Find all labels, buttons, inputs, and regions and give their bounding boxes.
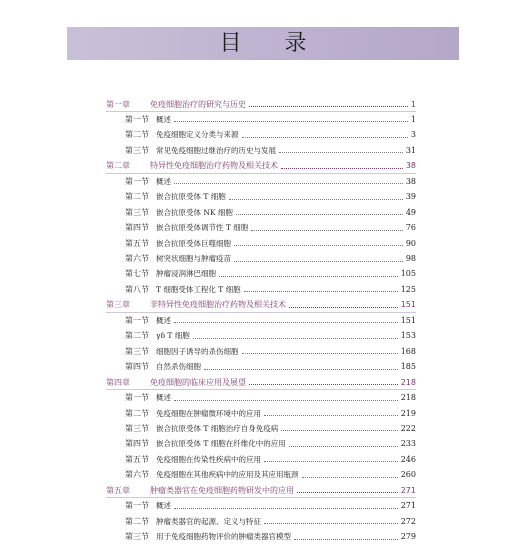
chapter-title: 免疫细胞治疗的研究与历史 bbox=[150, 99, 246, 109]
toc-section-entry[interactable] bbox=[125, 421, 416, 435]
page-number: 98 bbox=[405, 254, 416, 263]
dot-leader bbox=[251, 229, 403, 231]
section-number: 第二节 bbox=[125, 130, 149, 140]
chapter-title: 特异性免疫细胞治疗药物及相关技术 bbox=[150, 161, 278, 171]
chapter-title: 肿瘤类器官在免疫细胞药物研发中的应用 bbox=[150, 485, 294, 495]
dot-leader bbox=[236, 213, 403, 215]
section-number: 第三节 bbox=[125, 423, 149, 433]
toc-section-entry[interactable] bbox=[125, 406, 416, 420]
section-title: 免疫细胞在肿瘤微环境中的应用 bbox=[156, 408, 261, 418]
dot-leader bbox=[174, 182, 403, 184]
toc-section-entry[interactable] bbox=[125, 437, 416, 451]
chapter-title: 非特异性免疫细胞治疗药物及相关技术 bbox=[150, 300, 286, 310]
chapter-number: 第三章 bbox=[106, 300, 130, 310]
section-title: 肿瘤浸润淋巴细胞 bbox=[156, 269, 216, 279]
section-title: 概述 bbox=[156, 315, 171, 325]
dot-leader bbox=[249, 105, 408, 107]
section-title: 嵌合抗原受体 T 细胞 bbox=[156, 192, 226, 202]
page-number: 49 bbox=[405, 207, 416, 217]
page-number: 233 bbox=[400, 439, 416, 449]
toc-section-entry[interactable] bbox=[125, 236, 416, 250]
page-number: 1 bbox=[410, 99, 416, 109]
section-title: 概述 bbox=[156, 114, 171, 124]
page-number: 3 bbox=[410, 130, 416, 140]
section-number: 第三节 bbox=[125, 207, 149, 217]
section-number: 第六节 bbox=[125, 470, 149, 480]
page-number: 151 bbox=[400, 300, 416, 310]
page-number: 90 bbox=[405, 238, 416, 248]
dot-leader bbox=[219, 275, 398, 277]
section-number: 第六节 bbox=[125, 254, 149, 263]
section-number: 第三节 bbox=[125, 532, 149, 542]
dot-leader bbox=[174, 120, 408, 122]
dot-leader bbox=[264, 522, 398, 524]
section-number: 第三节 bbox=[125, 346, 149, 356]
toc-section-entry[interactable] bbox=[125, 221, 416, 235]
dot-leader bbox=[244, 290, 398, 292]
toc-section-entry[interactable] bbox=[125, 252, 416, 266]
section-number: 第二节 bbox=[125, 192, 149, 202]
dot-leader bbox=[297, 491, 398, 493]
toc-section-entry[interactable] bbox=[125, 112, 416, 126]
section-title: 免疫细胞在传染性疾病中的应用 bbox=[156, 454, 261, 464]
section-number: 第四节 bbox=[125, 223, 149, 233]
section-title: T 细胞受体工程化 T 细胞 bbox=[156, 284, 241, 294]
page-number: 246 bbox=[400, 454, 416, 464]
chapter-number: 第一章 bbox=[106, 99, 130, 109]
dot-leader bbox=[242, 352, 398, 354]
section-number: 第二节 bbox=[125, 516, 149, 526]
page-number: 38 bbox=[405, 161, 416, 171]
toc-section-entry[interactable] bbox=[125, 360, 416, 374]
chapter-title: 免疫细胞的临床应用及展望 bbox=[150, 377, 246, 387]
page-number: 151 bbox=[400, 315, 416, 325]
section-title: 概述 bbox=[156, 393, 171, 403]
section-title: 嵌合抗原受体 T 细胞治疗自身免疫病 bbox=[156, 423, 279, 433]
section-number: 第一节 bbox=[125, 393, 149, 403]
dot-leader bbox=[229, 198, 403, 200]
toc-section-entry[interactable] bbox=[125, 344, 416, 358]
dot-leader bbox=[279, 151, 403, 153]
toc-section-entry[interactable] bbox=[125, 282, 416, 296]
page-title: 目 录 bbox=[219, 31, 325, 56]
toc-chapter-entry[interactable] bbox=[106, 483, 416, 497]
page-number: 76 bbox=[405, 223, 416, 233]
section-number: 第一节 bbox=[125, 315, 149, 325]
section-title: 嵌合抗原受体 NK 细胞 bbox=[156, 207, 233, 217]
page-number: 1 bbox=[410, 114, 416, 124]
section-number: 第一节 bbox=[125, 501, 149, 511]
toc-section-entry[interactable] bbox=[125, 530, 416, 544]
section-number: 第八节 bbox=[125, 284, 149, 294]
dot-leader bbox=[294, 538, 398, 540]
section-title: 免疫细胞在其他疾病中的应用及其应用瓶颈 bbox=[156, 470, 299, 480]
toc-chapter-entry[interactable] bbox=[106, 298, 416, 312]
chapter-number: 第二章 bbox=[106, 161, 130, 171]
page-number: 185 bbox=[400, 362, 416, 372]
chapter-number: 第四章 bbox=[106, 377, 130, 387]
dot-leader bbox=[289, 306, 398, 308]
dot-leader bbox=[264, 414, 398, 416]
toc-section-entry[interactable] bbox=[125, 391, 416, 405]
page-number: 38 bbox=[405, 176, 416, 186]
toc-section-entry[interactable] bbox=[125, 313, 416, 327]
section-title: 自然杀伤细胞 bbox=[156, 362, 201, 372]
toc-chapter-entry[interactable] bbox=[106, 375, 416, 389]
page-number: 279 bbox=[400, 532, 416, 542]
dot-leader bbox=[204, 368, 398, 370]
page-number: 39 bbox=[405, 192, 416, 202]
section-title: 常见免疫细胞过继治疗的历史与发展 bbox=[156, 145, 276, 155]
section-title: 嵌合抗原受体巨噬细胞 bbox=[156, 238, 231, 248]
dot-leader bbox=[302, 476, 398, 478]
toc-chapter-entry[interactable] bbox=[106, 159, 416, 173]
chapter-number: 第五章 bbox=[106, 485, 130, 495]
section-title: 树突状细胞与肿瘤疫苗 bbox=[156, 254, 231, 263]
section-title: 嵌合抗原受体 T 细胞在纤维化中的应用 bbox=[156, 439, 286, 449]
toc-section-entry[interactable] bbox=[125, 190, 416, 204]
toc-section-entry[interactable] bbox=[125, 267, 416, 281]
section-title: 概述 bbox=[156, 176, 171, 186]
page-number: 31 bbox=[405, 145, 416, 155]
toc-chapter-entry[interactable] bbox=[106, 97, 416, 111]
section-number: 第五节 bbox=[125, 454, 149, 464]
section-title: 肿瘤类器官的起源、定义与特征 bbox=[156, 516, 261, 526]
toc-section-entry[interactable] bbox=[125, 452, 416, 466]
dot-leader bbox=[174, 321, 398, 323]
toc-section-entry[interactable] bbox=[125, 514, 416, 528]
page-number: 260 bbox=[400, 470, 416, 480]
dot-leader bbox=[174, 507, 398, 509]
dot-leader bbox=[281, 167, 403, 169]
dot-leader bbox=[234, 260, 403, 262]
section-title: 免疫细胞定义分类与来源 bbox=[156, 130, 239, 140]
page-number: 153 bbox=[400, 331, 416, 341]
section-number: 第五节 bbox=[125, 238, 149, 248]
page-number: 272 bbox=[400, 516, 416, 526]
toc-section-entry[interactable] bbox=[125, 468, 416, 482]
dot-leader bbox=[264, 460, 398, 462]
page-number: 168 bbox=[400, 346, 416, 356]
dot-leader bbox=[234, 244, 403, 246]
dot-leader bbox=[289, 445, 398, 447]
page-number: 271 bbox=[400, 501, 416, 511]
dot-leader bbox=[281, 429, 397, 431]
dot-leader bbox=[174, 399, 398, 401]
page-number: 218 bbox=[400, 377, 416, 387]
section-title: 嵌合抗原受体调节性 T 细胞 bbox=[156, 223, 249, 233]
section-title: γδ T 细胞 bbox=[156, 331, 190, 341]
toc-section-entry[interactable] bbox=[125, 205, 416, 219]
page-number: 105 bbox=[400, 269, 416, 279]
dot-leader bbox=[193, 337, 398, 339]
page-number: 125 bbox=[400, 284, 416, 294]
toc-section-entry[interactable] bbox=[125, 174, 416, 188]
page-number: 271 bbox=[400, 485, 416, 495]
section-number: 第四节 bbox=[125, 439, 149, 449]
toc-section-entry[interactable] bbox=[125, 128, 416, 142]
toc-section-entry[interactable] bbox=[125, 499, 416, 513]
section-title: 细胞因子诱导的杀伤细胞 bbox=[156, 346, 239, 356]
section-title: 概述 bbox=[156, 501, 171, 511]
toc-section-entry[interactable] bbox=[125, 143, 416, 157]
section-number: 第一节 bbox=[125, 176, 149, 186]
section-number: 第二节 bbox=[125, 331, 149, 341]
section-number: 第四节 bbox=[125, 362, 149, 372]
section-number: 第二节 bbox=[125, 408, 149, 418]
page-number: 219 bbox=[400, 408, 416, 418]
section-number: 第七节 bbox=[125, 269, 149, 279]
page-number: 218 bbox=[400, 393, 416, 403]
section-number: 第三节 bbox=[125, 145, 149, 155]
toc-section-entry[interactable] bbox=[125, 329, 416, 343]
page-number: 222 bbox=[400, 423, 416, 433]
dot-leader bbox=[249, 383, 398, 385]
section-title: 用于免疫细胞药物评价的肿瘤类器官模型 bbox=[156, 532, 291, 542]
dot-leader bbox=[242, 136, 408, 138]
section-number: 第一节 bbox=[125, 114, 149, 124]
